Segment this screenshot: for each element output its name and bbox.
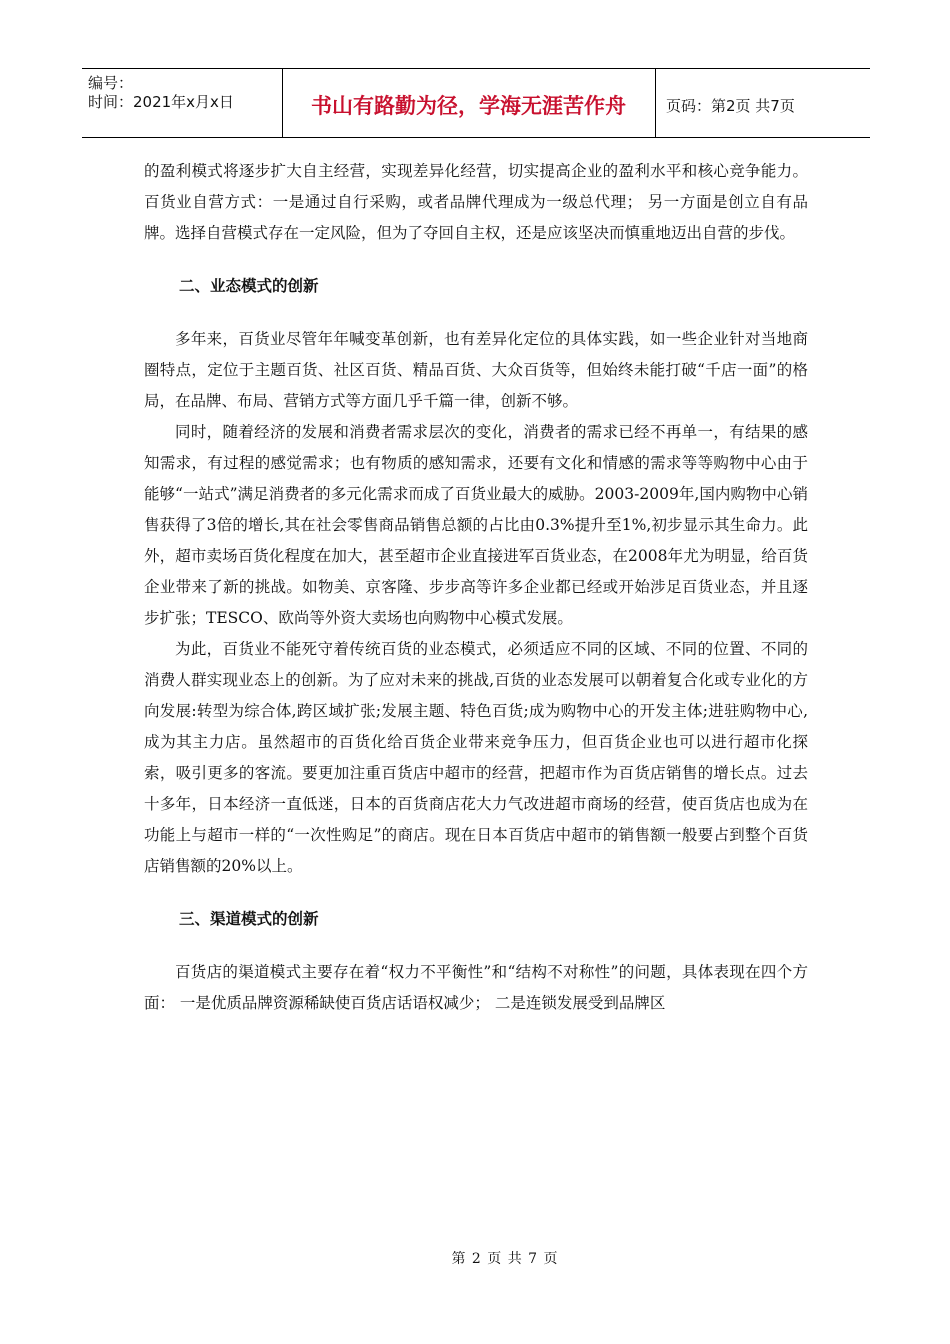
header-meta — [82, 69, 283, 137]
paragraph: 多年来，百货业尽管年年喊变革创新，也有差异化定位的具体实践，如一些企业针对当地商圈特点，定位于主题百货、社区百货、精品百货、大众百货等，但始终未能打破“千店一面”的格局，在品牌、布局、营销方式等方面几乎千篇一律，创新不够。 — [144, 330, 808, 410]
paragraph: 为此，百货业不能死守着传统百货的业态模式，必须适应不同的区域、不同的位置、不同的消费人群实现业态上的创新。为了应对未来的挑战,百货的业态发展可以朝着复合化或专业化的方向发展:转型为综合体,跨区域扩张;发展主题、特色百货;成为购物中心的开发主体;进驻购物中心,成为其主力店。虽然超市的百货化给百货企业带来竞争压力，但百货企业也可以进行超市化探索，吸引更多的客流。要更加注重百货店中超市的经营，把超市作为百货店销售的增长点。过去十多年，日本经济一直低迷，日本的百货商店花大力气改进超市商场的经营，使百货店也成为在功能上与超市一样的“一次性购足”的商店。现在日本百货店中超市的销售额一般要占到整个百货店销售额的20%以上。 — [144, 640, 808, 875]
header-page-label: 页码：第2页 共7页 — [666, 96, 795, 115]
document-body — [144, 156, 808, 1019]
section-heading-channel-model: 三、渠道模式的创新 — [179, 910, 319, 928]
code-label: 编号： — [88, 74, 134, 92]
section-heading-business-model: 二、业态模式的创新 — [179, 277, 319, 295]
page-header — [82, 68, 870, 138]
page-footer — [0, 1248, 950, 1268]
paragraph: 百货店的渠道模式主要存在着“权力不平衡性”和“结构不对称性”的问题，具体表现在四个方面： 一是优质品牌资源稀缺使百货店话语权减少； 二是连锁发展受到品牌区 — [144, 963, 808, 1012]
intro-paragraph: 的盈利模式将逐步扩大自主经营，实现差异化经营，切实提高企业的盈利水平和核心竞争能力。百货业自营方式：一是通过自行采购，或者品牌代理成为一级总代理； 另一方面是创立自有品牌。选择自营模式存在一定风险，但为了夺回自主权，还是应该坚决而慎重地迈出自营的步伐。 — [144, 162, 808, 242]
paragraph: 同时，随着经济的发展和消费者需求层次的变化，消费者的需求已经不再单一，有结果的感知需求，有过程的感觉需求；也有物质的感知需求，还要有文化和情感的需求等等购物中心由于能够“一站式”满足消费者的多元化需求而成了百货业最大的威胁。2003-2009年,国内购物中心销售获得了3倍的增长,其在社会零售商品销售总额的占比由0.3%提升至1%,初步显示其生命力。此外，超市卖场百货化程度在加大，甚至超市企业直接进军百货业态，在2008年尤为明显，给百货企业带来了新的挑战。如物美、京客隆、步步高等许多企业都已经或开始涉足百货业态，并且逐步扩张；TESCO、欧尚等外资大卖场也向购物中心模式发展。 — [144, 423, 808, 627]
date-label: 时间：2021年x月x日 — [88, 93, 234, 111]
header-motto: 书山有路勤为径，学海无涯苦作舟 — [282, 69, 656, 137]
footer-page-number: 第 2 页 共 7 页 — [451, 1251, 559, 1267]
